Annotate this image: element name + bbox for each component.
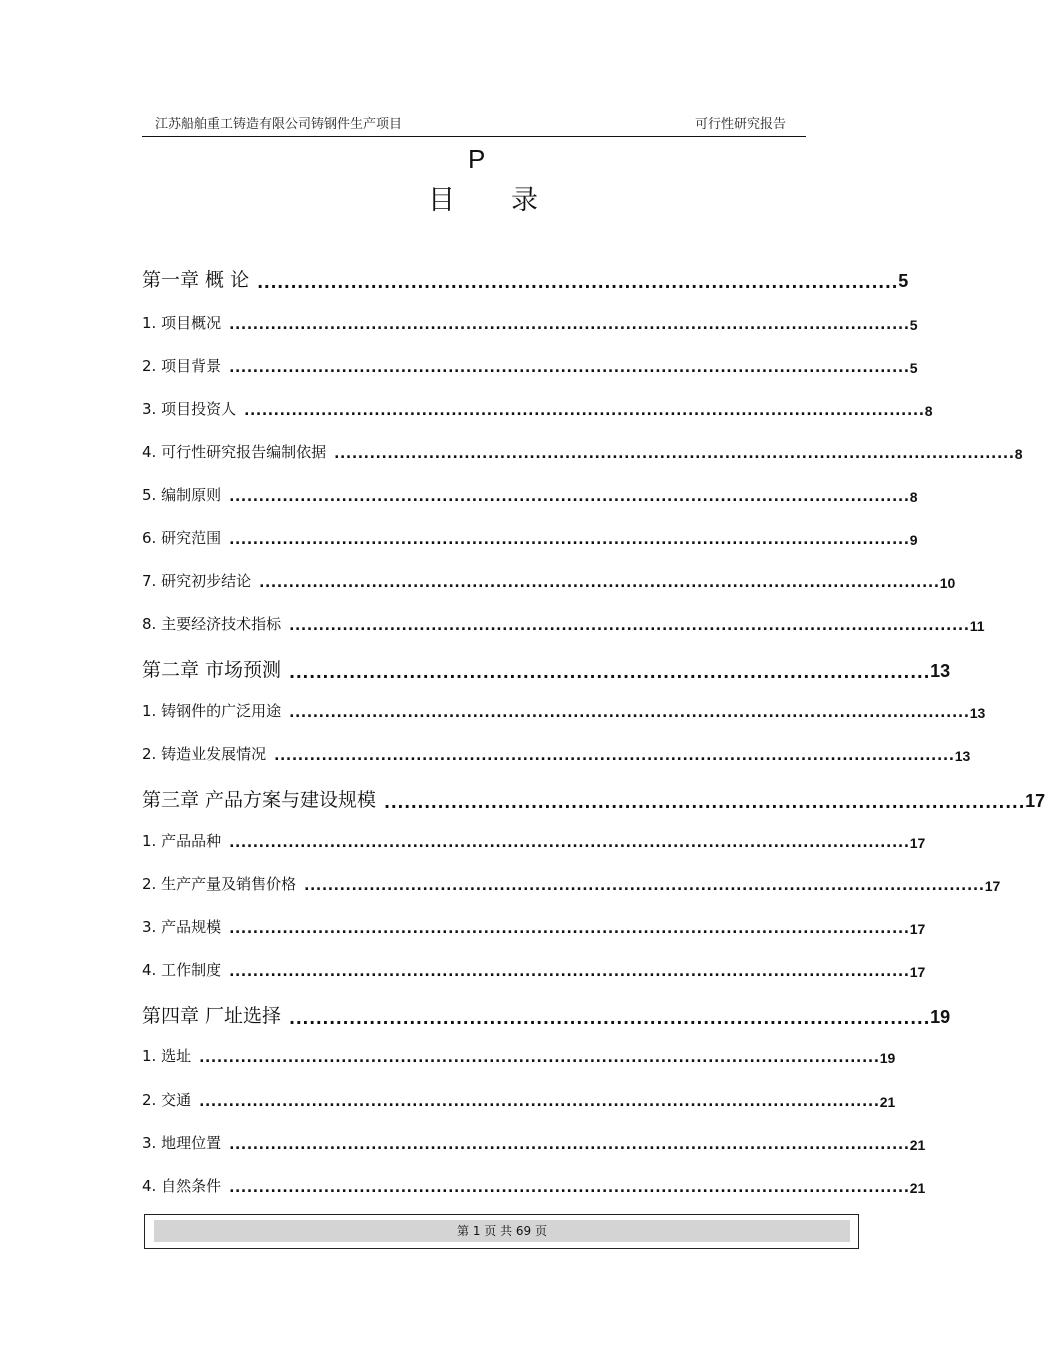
toc-section-entry[interactable] — [142, 1089, 896, 1110]
toc-entry-label: 第四章 厂址选择 — [142, 1005, 282, 1027]
toc-entry-label: 3. 项目投资人 — [142, 400, 237, 418]
toc-entry-label: 1. 项目概况 — [142, 314, 222, 332]
toc-dot-leader: ................................................................................................................... — [229, 317, 910, 333]
toc-entry-label: 第一章 概 论 — [142, 269, 250, 291]
toc-dot-leader: ................................................................................................................... — [229, 360, 910, 376]
page-number-bar: 第 1 页 共 69 页 — [154, 1220, 850, 1242]
toc-page-number: 21 — [909, 1137, 926, 1153]
toc-entry-label: 5. 编制原则 — [142, 486, 222, 504]
toc-section-entry[interactable] — [142, 1132, 926, 1153]
toc-entry-label: 2. 项目背景 — [142, 357, 222, 375]
page-mark: P — [468, 144, 486, 174]
toc-page-number: 17 — [984, 878, 1001, 894]
toc-page-number: 21 — [879, 1094, 896, 1110]
toc-entry-label: 第二章 市场预测 — [142, 659, 282, 681]
toc-entry-label: 8. 主要经济技术指标 — [142, 615, 282, 633]
toc-dot-leader: ................................................................................................................... — [229, 964, 910, 980]
toc-section-entry[interactable] — [142, 873, 1001, 894]
toc-dot-leader: ................................................................................................ — [384, 793, 1026, 812]
toc-dot-leader: ................................................................................................................... — [229, 1137, 910, 1153]
toc-section-entry[interactable] — [142, 570, 956, 591]
toc-dot-leader: ................................................................................................................... — [289, 705, 970, 721]
toc-title: 目录 — [428, 185, 594, 216]
header-project-name: 江苏船舶重工铸造有限公司铸钢件生产项目 — [155, 117, 403, 132]
toc-dot-leader: ................................................................................................ — [257, 273, 899, 292]
toc-page-number: 9 — [909, 532, 918, 548]
toc-page-number: 11 — [969, 618, 985, 634]
toc-chapter-entry[interactable] — [142, 265, 909, 292]
toc-entry-label: 1. 铸钢件的广泛用途 — [142, 702, 282, 720]
toc-dot-leader: ................................................................................................................... — [244, 403, 925, 419]
toc-section-entry[interactable] — [142, 613, 985, 634]
toc-page-number: 17 — [909, 921, 926, 937]
toc-section-entry[interactable] — [142, 700, 986, 721]
toc-chapter-entry[interactable] — [142, 655, 951, 682]
toc-section-entry[interactable] — [142, 484, 918, 505]
toc-page-number: 17 — [1025, 791, 1045, 811]
toc-entry-label: 4. 自然条件 — [142, 1177, 222, 1195]
toc-dot-leader: ................................................................................................................... — [304, 878, 985, 894]
toc-page-number: 10 — [939, 575, 956, 591]
toc-dot-leader: ................................................................................................................... — [229, 921, 910, 937]
toc-entry-label: 第三章 产品方案与建设规模 — [142, 789, 377, 811]
toc-page-number: 13 — [930, 661, 951, 681]
toc-chapter-entry[interactable] — [142, 785, 1045, 812]
toc-section-entry[interactable] — [142, 441, 1023, 462]
toc-page-number: 19 — [930, 1007, 951, 1027]
toc-page-number: 5 — [898, 271, 909, 291]
toc-dot-leader: ................................................................................................................... — [289, 618, 970, 634]
page-footer — [144, 1214, 859, 1249]
toc-page-number: 13 — [954, 748, 971, 764]
toc-dot-leader: ................................................................................................ — [289, 1009, 931, 1028]
toc-section-entry[interactable] — [142, 959, 926, 980]
toc-page-number: 8 — [924, 403, 933, 419]
toc-section-entry[interactable] — [142, 743, 971, 764]
toc-entry-label: 1. 产品品种 — [142, 832, 222, 850]
toc-section-entry[interactable] — [142, 1175, 926, 1196]
toc-page-number: 8 — [1014, 446, 1023, 462]
toc-section-entry[interactable] — [142, 312, 918, 333]
toc-dot-leader: ................................................................................................................... — [229, 532, 910, 548]
toc-page-number: 5 — [909, 317, 918, 333]
toc-chapter-entry[interactable] — [142, 1001, 951, 1028]
toc-section-entry[interactable] — [142, 830, 926, 851]
toc-page-number: 17 — [909, 964, 926, 980]
toc-dot-leader: ................................................................................................................... — [199, 1094, 880, 1110]
header-report-type: 可行性研究报告 — [695, 117, 787, 132]
toc-entry-label: 2. 交通 — [142, 1091, 192, 1109]
toc-section-entry[interactable] — [142, 1045, 896, 1066]
toc-section-entry[interactable] — [142, 916, 926, 937]
toc-entry-label: 6. 研究范围 — [142, 529, 222, 547]
toc-entry-label: 3. 地理位置 — [142, 1134, 222, 1152]
toc-entry-label: 4. 工作制度 — [142, 961, 222, 979]
toc-page-number: 19 — [879, 1050, 896, 1066]
toc-entry-label: 2. 生产产量及销售价格 — [142, 875, 297, 893]
toc-entry-label: 2. 铸造业发展情况 — [142, 745, 267, 763]
toc-dot-leader: ................................................................................................................... — [274, 748, 955, 764]
toc-entry-label: 1. 选址 — [142, 1047, 192, 1065]
toc-dot-leader: ................................................................................................................... — [229, 835, 910, 851]
toc-dot-leader: ................................................................................................................... — [199, 1050, 880, 1066]
toc-dot-leader: ................................................................................................................... — [229, 489, 910, 505]
toc-page-number: 5 — [909, 360, 918, 376]
toc-section-entry[interactable] — [142, 355, 918, 376]
toc-page-number: 8 — [909, 489, 918, 505]
header-divider — [142, 136, 806, 137]
toc-page-number: 21 — [909, 1180, 926, 1196]
toc-section-entry[interactable] — [142, 527, 918, 548]
toc-dot-leader: ................................................................................................................... — [259, 575, 940, 591]
toc-dot-leader: ................................................................................................................... — [334, 446, 1015, 462]
toc-dot-leader: ................................................................................................ — [289, 663, 931, 682]
toc-dot-leader: ................................................................................................................... — [229, 1180, 910, 1196]
toc-section-entry[interactable] — [142, 398, 933, 419]
toc-page-number: 13 — [969, 705, 986, 721]
toc-entry-label: 3. 产品规模 — [142, 918, 222, 936]
toc-entry-label: 7. 研究初步结论 — [142, 572, 252, 590]
toc-page-number: 17 — [909, 835, 926, 851]
toc-entry-label: 4. 可行性研究报告编制依据 — [142, 443, 327, 461]
